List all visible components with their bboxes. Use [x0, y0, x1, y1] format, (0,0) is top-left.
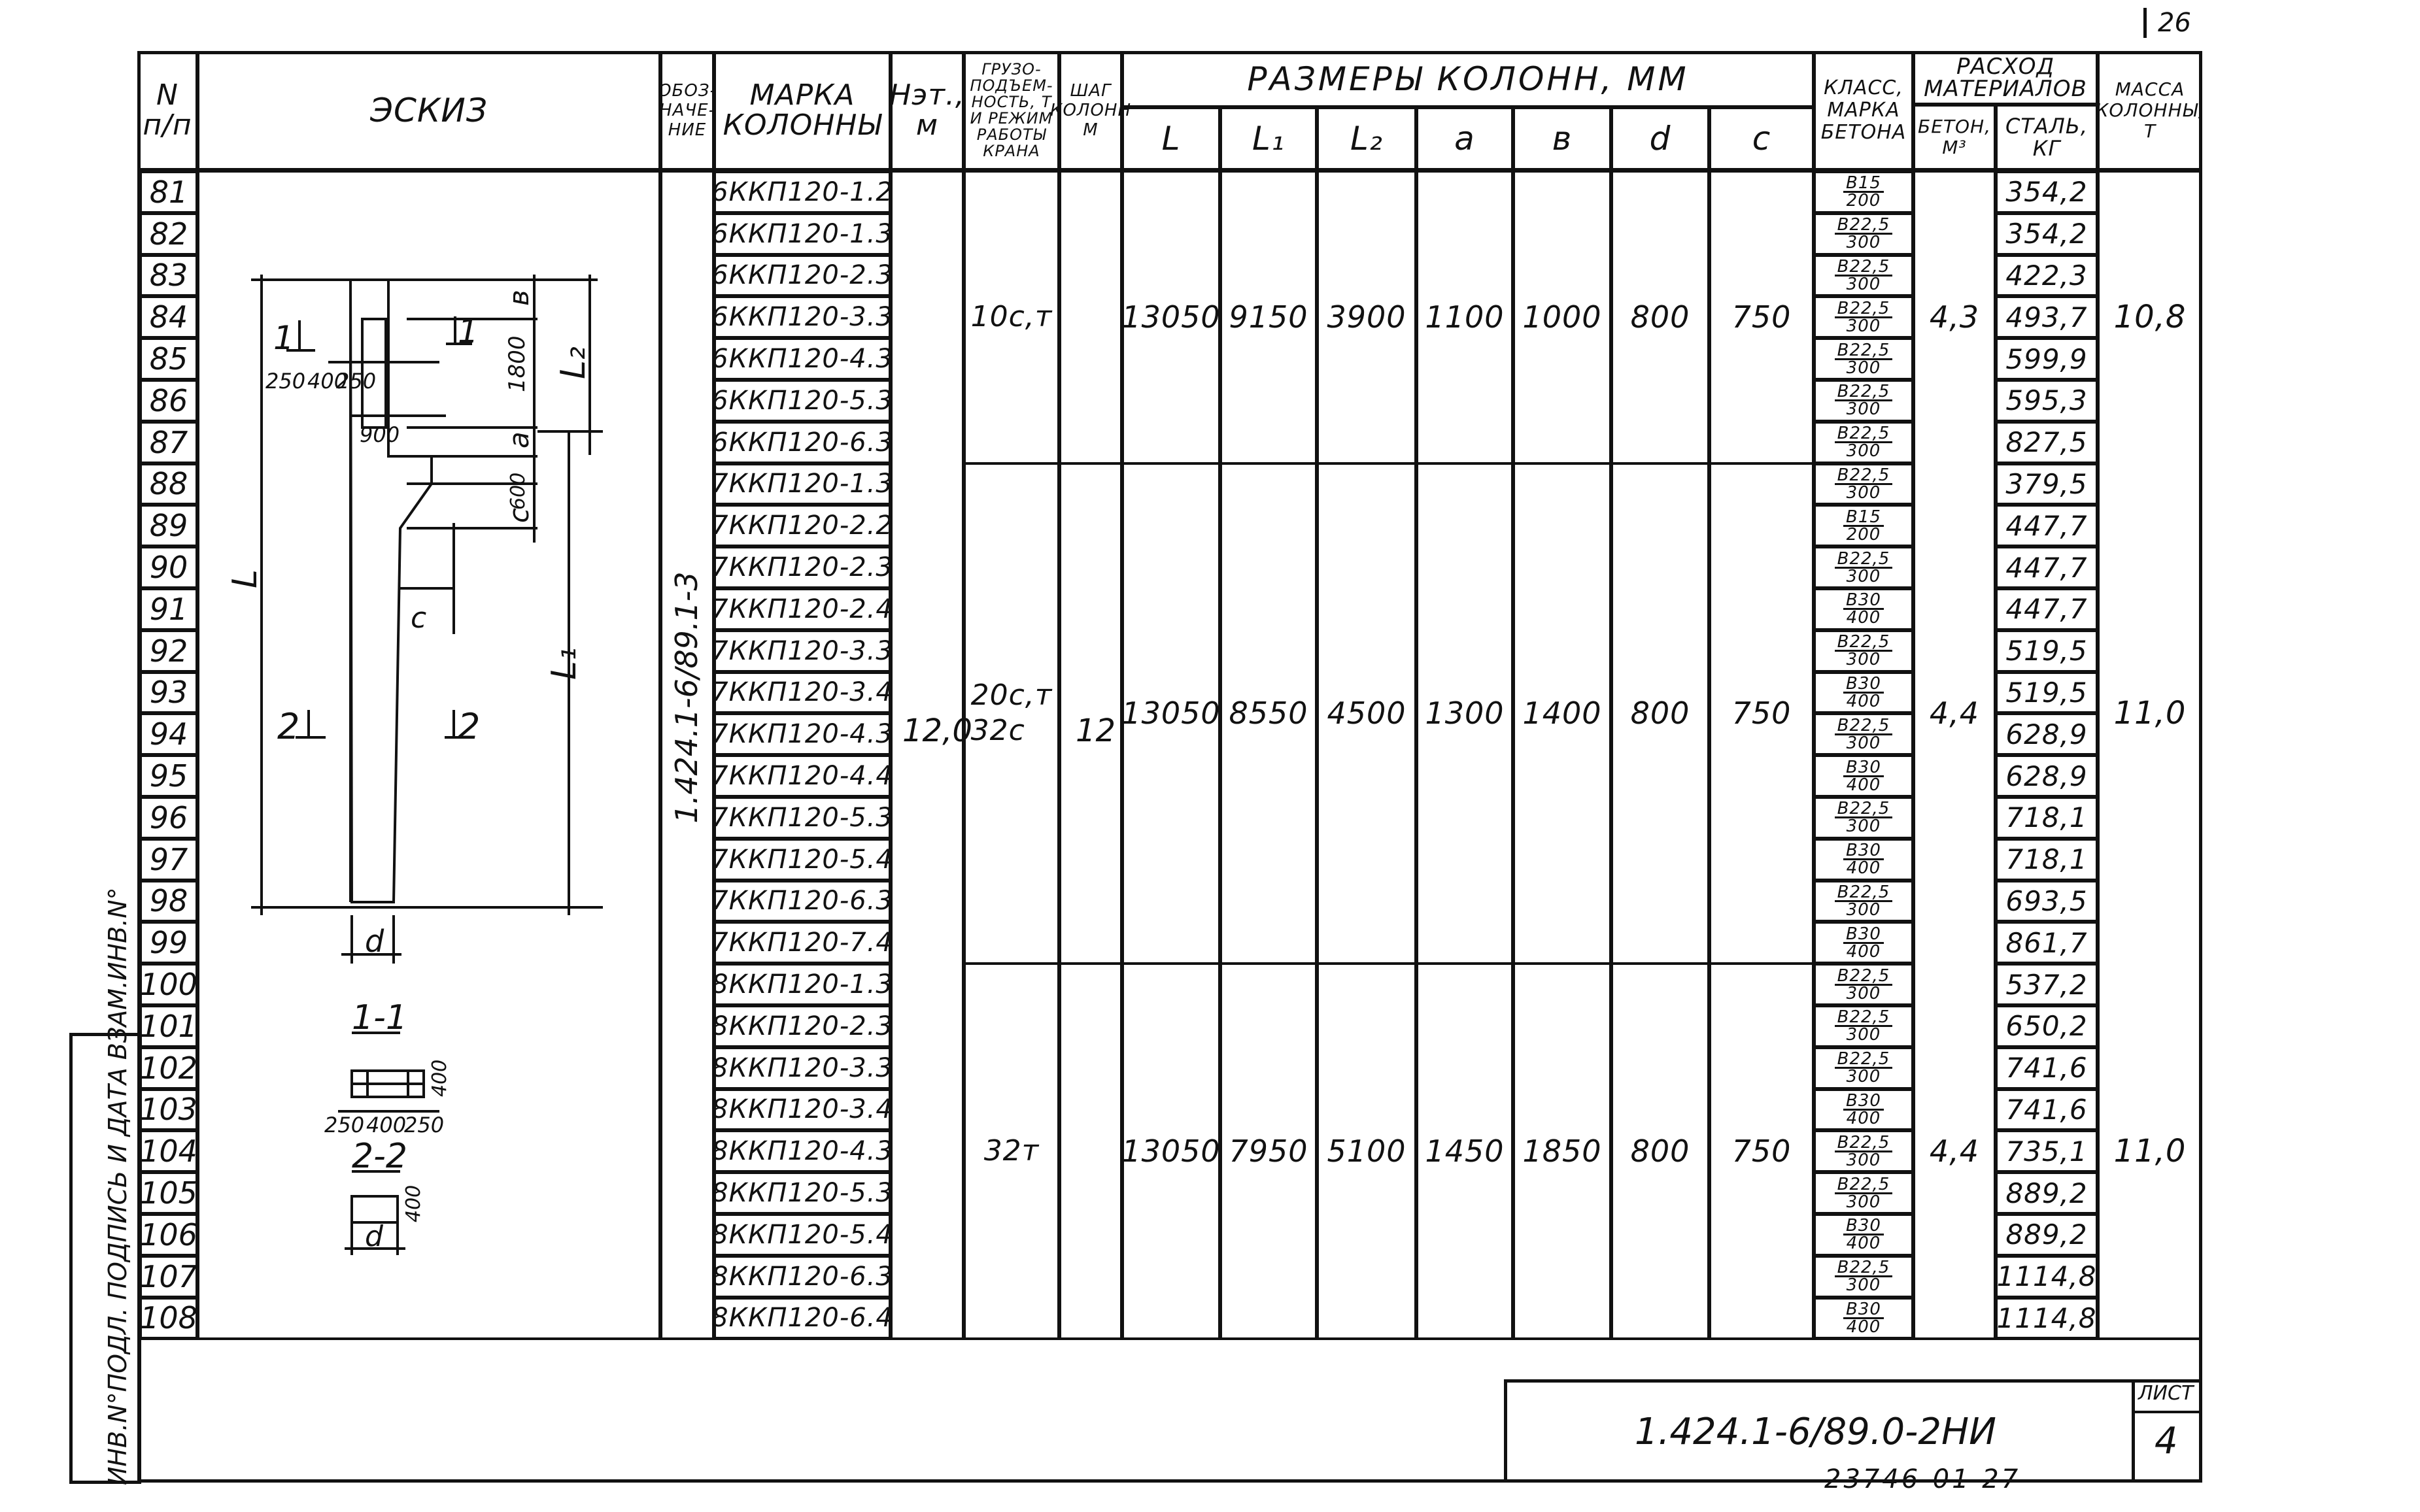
- row-mark: 8ККП120-6.3: [714, 1256, 891, 1298]
- group-beton: 4,4: [1929, 696, 1980, 731]
- group-dim-d: 800: [1630, 696, 1690, 731]
- concrete-class: B30: [1843, 676, 1884, 694]
- header-h: Нэт., м: [891, 51, 964, 170]
- header-step: ШАГ КОЛОНН М: [1059, 51, 1122, 170]
- row-mark: 6ККП120-3.3: [714, 296, 891, 338]
- concrete-class: B22,5: [1835, 1051, 1893, 1069]
- row-concrete: [1814, 797, 1913, 839]
- row-steel: 718,1: [1996, 797, 2098, 839]
- row-mark: 7ККП120-4.3: [714, 713, 891, 755]
- row-mark: 6ККП120-1.3: [714, 213, 891, 255]
- section-1-1-dim-b: 400: [366, 1113, 407, 1137]
- group-dim-c: 750: [1731, 299, 1792, 335]
- concrete-grade: 300: [1846, 650, 1881, 670]
- step-column: [1059, 170, 1122, 1340]
- group-mass: 11,0: [2113, 1133, 2187, 1170]
- concrete-class: B30: [1843, 926, 1884, 944]
- concrete-grade: 300: [1846, 358, 1881, 378]
- sketch-label-L2: L₂: [554, 346, 593, 379]
- row-number: 86: [140, 380, 197, 422]
- header-crane: ГРУЗО- ПОДЪЕМ- НОСТЬ, Т И РЕЖИМ РАБОТЫ КРАНА: [964, 51, 1059, 170]
- row-number: 87: [140, 422, 197, 463]
- group-dim-b: 1000: [1522, 299, 1602, 335]
- row-steel: 493,7: [1996, 296, 2098, 338]
- group-crane: 20с,т 32с: [970, 679, 1053, 748]
- row-mark: 7ККП120-5.4: [714, 839, 891, 881]
- stamp-code: 1.424.1-6/89.0-2НИ: [1635, 1411, 1996, 1453]
- row-mark: 8ККП120-1.3: [714, 964, 891, 1005]
- row-steel: 650,2: [1996, 1005, 2098, 1047]
- row-concrete: [1814, 1047, 1913, 1089]
- concrete-grade: 300: [1846, 274, 1881, 294]
- corner-number: 26: [2158, 8, 2191, 38]
- concrete-grade: 400: [1846, 1234, 1881, 1254]
- header-concrete: КЛАСС, МАРКА БЕТОНА: [1814, 51, 1913, 170]
- row-steel: 693,5: [1996, 881, 2098, 922]
- row-number: 96: [140, 797, 197, 839]
- group-dim-L1: 9150: [1229, 299, 1308, 335]
- section-1-1-dim-a: 250: [324, 1113, 365, 1137]
- row-concrete: [1814, 839, 1913, 881]
- section-1-1-dim-c: 250: [404, 1113, 445, 1137]
- section-2-2-height: 400: [402, 1184, 425, 1222]
- row-concrete: [1814, 338, 1913, 380]
- concrete-grade: 300: [1846, 316, 1881, 336]
- row-concrete: [1814, 255, 1913, 297]
- concrete-class: B30: [1843, 1218, 1884, 1235]
- concrete-class: B15: [1843, 509, 1884, 527]
- concrete-grade: 300: [1846, 1192, 1881, 1212]
- row-mark: 7ККП120-6.3: [714, 881, 891, 922]
- row-concrete: [1814, 1130, 1913, 1172]
- group-crane: 10с,т: [970, 300, 1053, 334]
- row-number: 84: [140, 296, 197, 338]
- stamp-sheet-label: ЛИСТ: [2138, 1382, 2194, 1405]
- group-dim-L1: 8550: [1229, 696, 1308, 731]
- row-mark: 6ККП120-4.3: [714, 338, 891, 380]
- row-mark: 6ККП120-1.2: [714, 171, 891, 213]
- row-mark: 8ККП120-5.4: [714, 1214, 891, 1256]
- section-marker-2-right: 2: [458, 706, 481, 747]
- row-steel: 519,5: [1996, 630, 2098, 672]
- group-dim-a: 1100: [1425, 299, 1505, 335]
- sketch-label-c: с: [503, 507, 535, 523]
- row-steel: 1114,8: [1996, 1298, 2098, 1339]
- header-beton: БЕТОН, М³: [1913, 105, 1996, 170]
- concrete-grade: 300: [1846, 733, 1881, 753]
- concrete-grade: 400: [1846, 941, 1881, 962]
- concrete-grade: 300: [1846, 899, 1881, 920]
- row-number: 99: [140, 922, 197, 964]
- sketch-dim-900: 900: [360, 422, 400, 447]
- stamp-divider: [2132, 1379, 2135, 1483]
- sketch-dim-250a: 250: [265, 369, 306, 394]
- concrete-grade: 400: [1846, 1108, 1881, 1128]
- row-number: 91: [140, 588, 197, 630]
- bottom-code: 23746-01 27: [1824, 1464, 2021, 1494]
- row-number: 82: [140, 213, 197, 255]
- concrete-grade: 400: [1846, 691, 1881, 711]
- row-steel: 519,5: [1996, 672, 2098, 714]
- row-concrete: [1814, 713, 1913, 755]
- concrete-grade: 200: [1846, 524, 1881, 545]
- row-mark: 7ККП120-2.2: [714, 505, 891, 546]
- sketch-label-L: L: [226, 569, 265, 588]
- row-number: 103: [140, 1089, 197, 1131]
- concrete-class: B22,5: [1835, 884, 1893, 902]
- row-concrete: [1814, 463, 1913, 505]
- group-dim-d: 800: [1630, 299, 1690, 335]
- row-number: 105: [140, 1172, 197, 1214]
- group-dim-b: 1850: [1522, 1134, 1602, 1169]
- row-concrete: [1814, 630, 1913, 672]
- group-dim-b: 1400: [1522, 696, 1602, 731]
- stamp-sheet-number: 4: [2155, 1420, 2178, 1462]
- concrete-grade: 400: [1846, 775, 1881, 795]
- header-dim-1: L₁: [1220, 107, 1317, 170]
- row-mark: 7ККП120-3.3: [714, 630, 891, 672]
- header-mass: МАССА КОЛОННЫ, Т: [2098, 51, 2202, 170]
- side-label: ИНВ.N°ПОДЛ. ПОДПИСЬ И ДАТА ВЗАМ.ИНВ.N°: [103, 887, 132, 1485]
- sketch-label-d: d: [365, 924, 384, 959]
- sketch-label-L1: L₁: [545, 647, 584, 680]
- row-steel: 861,7: [1996, 922, 2098, 964]
- row-number: 104: [140, 1130, 197, 1172]
- row-steel: 447,7: [1996, 505, 2098, 546]
- concrete-grade: 300: [1846, 482, 1881, 503]
- row-steel: 741,6: [1996, 1089, 2098, 1131]
- concrete-grade: 300: [1846, 566, 1881, 586]
- concrete-grade: 300: [1846, 399, 1881, 420]
- row-number: 101: [140, 1005, 197, 1047]
- sketch-label-c2: с: [411, 601, 427, 635]
- concrete-class: B30: [1843, 843, 1884, 860]
- row-mark: 6ККП120-5.3: [714, 380, 891, 422]
- row-concrete: [1814, 546, 1913, 588]
- header-dim-5: d: [1611, 107, 1709, 170]
- concrete-class: B30: [1843, 1302, 1884, 1319]
- concrete-grade: 400: [1846, 608, 1881, 628]
- row-concrete: [1814, 964, 1913, 1005]
- concrete-class: B22,5: [1835, 343, 1893, 360]
- concrete-grade: 300: [1846, 983, 1881, 1003]
- row-steel: 628,9: [1996, 755, 2098, 797]
- row-concrete: [1814, 505, 1913, 546]
- concrete-grade: 400: [1846, 1317, 1881, 1337]
- row-steel: 889,2: [1996, 1214, 2098, 1256]
- group-dim-c: 750: [1731, 1134, 1792, 1169]
- concrete-class: B22,5: [1835, 217, 1893, 235]
- row-number: 95: [140, 755, 197, 797]
- row-number: 94: [140, 713, 197, 755]
- concrete-class: B30: [1843, 760, 1884, 777]
- row-steel: 628,9: [1996, 713, 2098, 755]
- group-crane: 32т: [983, 1134, 1040, 1168]
- concrete-class: B22,5: [1835, 1009, 1893, 1027]
- group-dim-L: 13050: [1121, 299, 1221, 335]
- concrete-grade: 300: [1846, 1025, 1881, 1045]
- group-dim-L1: 7950: [1229, 1134, 1308, 1169]
- concrete-class: B22,5: [1835, 1177, 1893, 1194]
- row-steel: 379,5: [1996, 463, 2098, 505]
- row-concrete: [1814, 922, 1913, 964]
- concrete-class: B22,5: [1835, 1260, 1893, 1277]
- header-designation: ОБОЗ- НАЧЕ- НИЕ: [660, 51, 714, 170]
- row-mark: 6ККП120-6.3: [714, 422, 891, 463]
- row-concrete: [1814, 881, 1913, 922]
- row-number: 107: [140, 1256, 197, 1298]
- row-concrete: [1814, 213, 1913, 255]
- group-dim-L: 13050: [1121, 1134, 1221, 1169]
- row-mark: 8ККП120-3.4: [714, 1089, 891, 1131]
- row-number: 92: [140, 630, 197, 672]
- concrete-class: B22,5: [1835, 301, 1893, 318]
- section-2-2-d: d: [365, 1220, 383, 1253]
- row-concrete: [1814, 1298, 1913, 1339]
- row-concrete: [1814, 1256, 1913, 1298]
- row-number: 100: [140, 964, 197, 1005]
- concrete-grade: 300: [1846, 1067, 1881, 1087]
- group-dim-L2: 4500: [1327, 696, 1406, 731]
- h-column: [891, 170, 964, 1340]
- row-concrete: [1814, 672, 1913, 714]
- group-dim-L2: 5100: [1327, 1134, 1406, 1169]
- corner-tick: [2143, 8, 2147, 38]
- group-dim-a: 1300: [1425, 696, 1505, 731]
- row-steel: 422,3: [1996, 255, 2098, 297]
- row-steel: 354,2: [1996, 213, 2098, 255]
- designation-text: 1.424.1-6/89.1-3: [669, 571, 704, 824]
- row-mark: 7ККП120-3.4: [714, 672, 891, 714]
- section-marker-1-left: 1: [273, 319, 294, 357]
- sketch-dim-600: 600: [507, 472, 530, 510]
- row-steel: 595,3: [1996, 380, 2098, 422]
- row-number: 88: [140, 463, 197, 505]
- row-mark: 7ККП120-7.4: [714, 922, 891, 964]
- concrete-grade: 400: [1846, 858, 1881, 879]
- row-mark: 8ККП120-4.3: [714, 1130, 891, 1172]
- concrete-class: B22,5: [1835, 467, 1893, 485]
- group-beton: 4,4: [1929, 1134, 1980, 1169]
- group-dim-L2: 3900: [1327, 299, 1406, 335]
- row-mark: 7ККП120-5.3: [714, 797, 891, 839]
- column-sketch: [197, 170, 660, 1340]
- concrete-class: B22,5: [1835, 384, 1893, 401]
- row-number: 85: [140, 338, 197, 380]
- concrete-grade: 200: [1846, 191, 1881, 211]
- header-mark: МАРКА КОЛОННЫ: [714, 51, 891, 170]
- row-concrete: [1814, 1005, 1913, 1047]
- row-concrete: [1814, 422, 1913, 463]
- group-beton: 4,3: [1929, 299, 1980, 335]
- row-concrete: [1814, 1172, 1913, 1214]
- sketch-dim-400: 400: [307, 369, 348, 394]
- group-dim-d: 800: [1630, 1134, 1690, 1169]
- row-mark: 8ККП120-3.3: [714, 1047, 891, 1089]
- row-steel: 354,2: [1996, 171, 2098, 213]
- row-steel: 447,7: [1996, 588, 2098, 630]
- row-number: 93: [140, 672, 197, 714]
- concrete-class: B15: [1843, 175, 1884, 193]
- row-number: 90: [140, 546, 197, 588]
- concrete-class: B22,5: [1835, 551, 1893, 569]
- concrete-class: B22,5: [1835, 968, 1893, 986]
- section-title-2-2: 2-2: [352, 1137, 407, 1176]
- row-steel: 599,9: [1996, 338, 2098, 380]
- concrete-class: B22,5: [1835, 1135, 1893, 1152]
- row-mark: 7ККП120-2.3: [714, 546, 891, 588]
- row-concrete: [1814, 1089, 1913, 1131]
- sketch-dim-250b: 250: [336, 369, 377, 394]
- row-steel: 537,2: [1996, 964, 2098, 1005]
- h-value: 12,0: [902, 713, 972, 749]
- row-mark: 6ККП120-2.3: [714, 255, 891, 297]
- row-steel: 741,6: [1996, 1047, 2098, 1089]
- header-dims: РАЗМЕРЫ КОЛОНН, ММ: [1122, 51, 1814, 107]
- group-mass: 10,8: [2113, 299, 2187, 336]
- section-1-1-height: 400: [428, 1059, 451, 1097]
- row-concrete: [1814, 380, 1913, 422]
- concrete-grade: 300: [1846, 441, 1881, 462]
- stamp-sheet-divider: [2132, 1411, 2202, 1413]
- row-mark: 7ККП120-4.4: [714, 755, 891, 797]
- row-number: 81: [140, 171, 197, 213]
- group-mass: 11,0: [2113, 695, 2187, 732]
- row-mark: 8ККП120-5.3: [714, 1172, 891, 1214]
- header-dim-4: в: [1513, 107, 1611, 170]
- row-number: 83: [140, 255, 197, 297]
- sketch-label-b: в: [503, 290, 535, 306]
- concrete-class: B22,5: [1835, 259, 1893, 277]
- row-number: 98: [140, 881, 197, 922]
- row-number: 106: [140, 1214, 197, 1256]
- row-concrete: [1814, 171, 1913, 213]
- row-mark: 7ККП120-1.3: [714, 463, 891, 505]
- group-dim-L: 13050: [1121, 696, 1221, 731]
- header-dim-0: L: [1122, 107, 1220, 170]
- row-concrete: [1814, 588, 1913, 630]
- header-sketch: ЭСКИЗ: [197, 51, 660, 170]
- row-mark: 7ККП120-2.4: [714, 588, 891, 630]
- concrete-class: B22,5: [1835, 801, 1893, 818]
- row-concrete: [1814, 1214, 1913, 1256]
- row-steel: 1114,8: [1996, 1256, 2098, 1298]
- concrete-class: B22,5: [1835, 426, 1893, 443]
- row-steel: 735,1: [1996, 1130, 2098, 1172]
- concrete-class: B22,5: [1835, 634, 1893, 652]
- section-marker-1-right: 1: [458, 312, 479, 350]
- concrete-class: B30: [1843, 592, 1884, 610]
- row-mark: 8ККП120-6.4: [714, 1298, 891, 1339]
- row-number: 97: [140, 839, 197, 881]
- header-steel: СТАЛЬ, КГ: [1996, 105, 2098, 170]
- step-value: 12: [1076, 713, 1116, 749]
- header-dim-2: L₂: [1317, 107, 1416, 170]
- row-mark: 8ККП120-2.3: [714, 1005, 891, 1047]
- row-number: 108: [140, 1298, 197, 1339]
- row-number: 89: [140, 505, 197, 546]
- group-dim-c: 750: [1731, 696, 1792, 731]
- section-title-1-1: 1-1: [352, 998, 407, 1037]
- concrete-grade: 300: [1846, 816, 1881, 837]
- row-number: 102: [140, 1047, 197, 1089]
- sketch-label-a: а: [503, 431, 535, 448]
- row-concrete: [1814, 755, 1913, 797]
- row-steel: 447,7: [1996, 546, 2098, 588]
- row-steel: 827,5: [1996, 422, 2098, 463]
- sketch-dim-1800: 1800: [504, 335, 530, 392]
- concrete-grade: 300: [1846, 233, 1881, 253]
- concrete-class: B30: [1843, 1093, 1884, 1111]
- header-dim-6: c: [1709, 107, 1814, 170]
- row-concrete: [1814, 296, 1913, 338]
- header-num: N п/п: [137, 51, 197, 170]
- header-materials: РАСХОД МАТЕРИАЛОВ: [1913, 51, 2098, 105]
- row-steel: 718,1: [1996, 839, 2098, 881]
- concrete-grade: 300: [1846, 1275, 1881, 1296]
- concrete-grade: 300: [1846, 1150, 1881, 1170]
- concrete-class: B22,5: [1835, 718, 1893, 735]
- row-steel: 889,2: [1996, 1172, 2098, 1214]
- header-dim-3: a: [1416, 107, 1513, 170]
- section-marker-2-left: 2: [277, 706, 300, 747]
- group-dim-a: 1450: [1425, 1134, 1505, 1169]
